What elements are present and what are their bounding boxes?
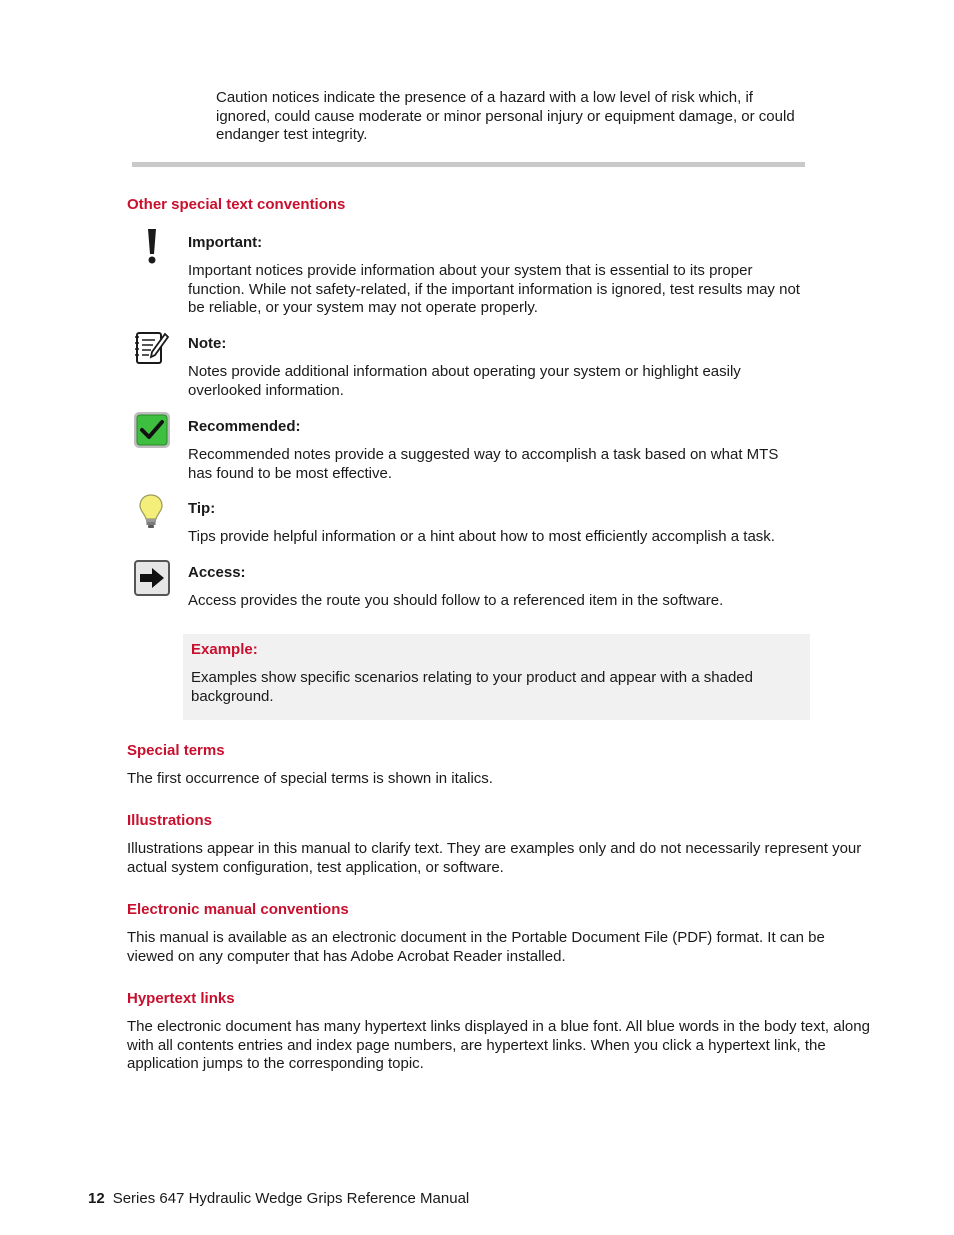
recommended-title: Recommended: [188, 418, 301, 435]
hypertext-links-text: The electronic document has many hypertext links displayed in a blue font. All blue words in the body text, along with all contents entries and index page numbers, are hypertext links. When you click a hypertext link, the application jumps to the corresponding topic. [127, 1018, 870, 1073]
important-title: Important: [188, 234, 263, 251]
tip-text: Tips provide helpful information or a hint about how to most efficiently accomplish a task. [188, 528, 775, 545]
access-title: Access: [188, 564, 246, 581]
recommended-text: Recommended notes provide a suggested way to accomplish a task based on what MTS has found to be most effective. [188, 446, 779, 482]
example-title: Example: [191, 641, 258, 658]
tip-title: Tip: [188, 500, 216, 517]
illustrations-text: Illustrations appear in this manual to clarify text. They are examples only and do not necessarily represent your actual system configuration, test application, or software. [127, 840, 862, 876]
electronic-manual-text: This manual is available as an electronic document in the Portable Document File (PDF) format. It can be viewed on any computer that has Adobe Acrobat Reader installed. [127, 929, 825, 965]
example-text: Examples show specific scenarios relating to your product and appear with a shaded background. [191, 669, 753, 705]
hypertext-links-heading: Hypertext links [127, 990, 235, 1007]
right-arrow-icon [132, 558, 172, 598]
notepad-pencil-icon [131, 328, 171, 368]
example-box [183, 634, 810, 720]
electronic-manual-heading: Electronic manual conventions [127, 901, 349, 918]
page-number: 12 [88, 1190, 105, 1207]
other-conventions-heading: Other special text conventions [127, 196, 346, 213]
caution-text: Caution notices indicate the presence of a hazard with a low level of risk which, if ignored, could cause moderate or minor personal injury or equipment damage, or could endanger test integrity. [216, 89, 795, 144]
green-checkmark-icon [132, 410, 172, 450]
manual-title: Series 647 Hydraulic Wedge Grips Reference Manual [112, 1190, 470, 1207]
exclamation-icon [132, 226, 172, 266]
note-title: Note: [188, 335, 227, 352]
section-divider [132, 162, 805, 167]
note-text: Notes provide additional information about operating your system or highlight easily overlooked information. [188, 363, 741, 399]
lightbulb-icon [131, 492, 171, 532]
important-text: Important notices provide information about your system that is essential to its proper function. While not safety-related, if the important information is ignored, test results may not be reliable, or your system may not operate properly. [188, 262, 800, 317]
special-terms-text: The first occurrence of special terms is shown in italics. [127, 770, 493, 787]
illustrations-heading: Illustrations [127, 812, 213, 829]
access-text: Access provides the route you should follow to a referenced item in the software. [188, 592, 724, 609]
page-footer [88, 1190, 469, 1208]
special-terms-heading: Special terms [127, 742, 225, 759]
